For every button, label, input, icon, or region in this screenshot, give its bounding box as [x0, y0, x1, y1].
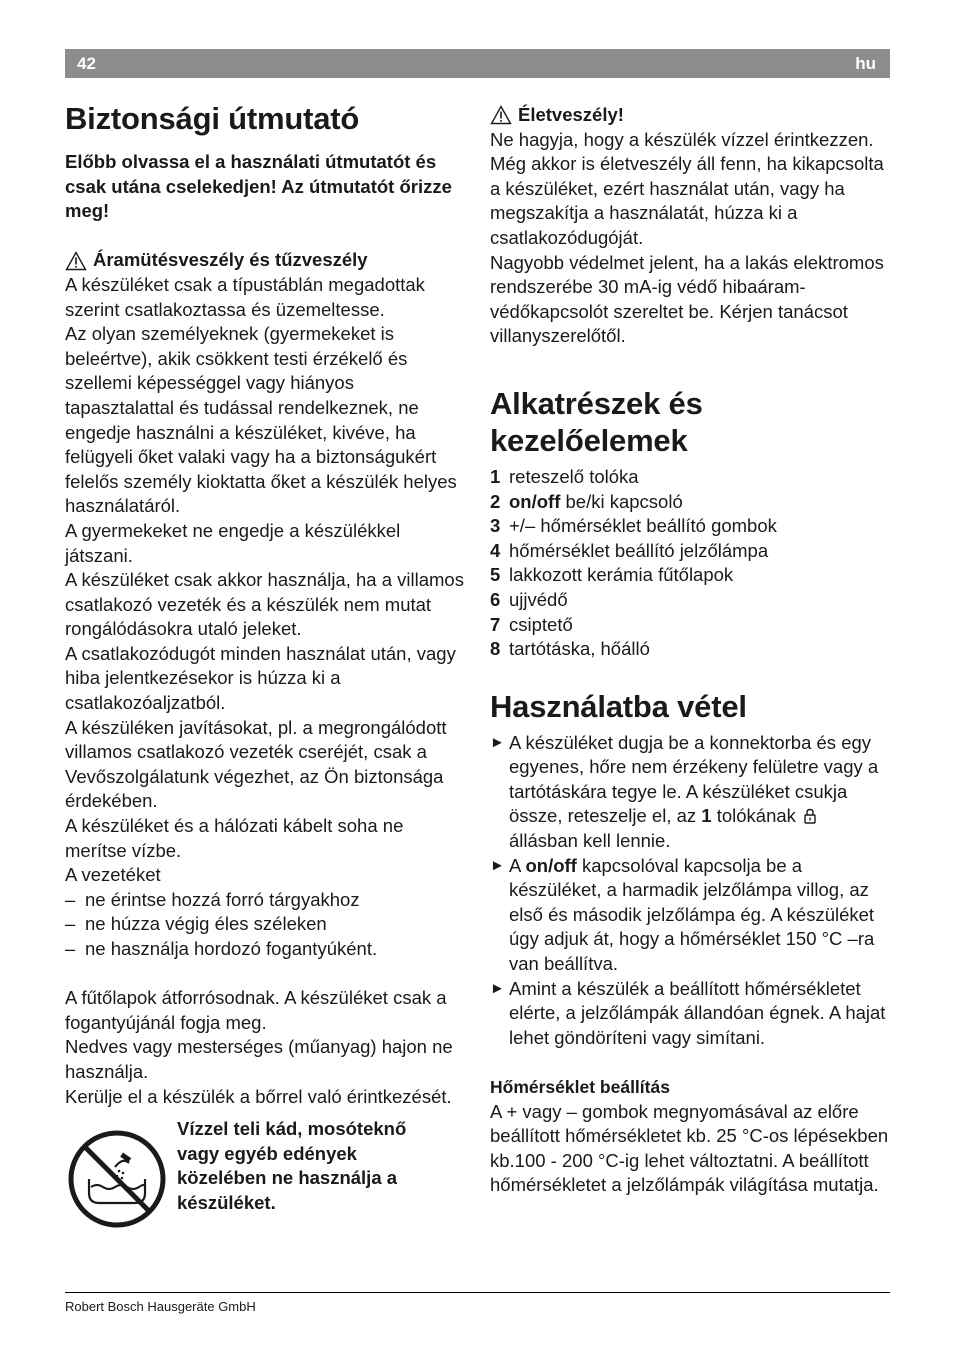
lock-icon — [804, 808, 816, 824]
parts-list-item: 6 ujjvédő — [490, 588, 568, 610]
parts-list — [490, 465, 892, 662]
safety-paragraph: A csatlakozódugót minden használat után, vagy hiba jelentkezésekor is húzza ki a csatlakozóaljzatból. — [65, 642, 456, 714]
safety-paragraph: Kerülje el a készülék a bőrrel való érintkezését. — [65, 1085, 452, 1107]
left-column — [65, 100, 465, 1229]
arrow-right-icon: ► — [490, 979, 505, 997]
safety-intro: Előbb olvassa el a használati útmutatót és csak utána cselekedjen! Az útmutatót őrizze meg! — [65, 151, 452, 222]
parts-list-item: 8 tartótáska, hőálló — [490, 638, 650, 660]
parts-list-item: 1 reteszelő tolóka — [490, 465, 639, 487]
safety-paragraph: A gyermekeket ne engedje a készülékkel játszani. — [65, 519, 401, 566]
parts-list-item: 4 hőmérséklet beállító jelzőlámpa — [490, 539, 769, 561]
danger-paragraph: Nagyobb védelmet jelent, ha a lakás elektromos rendszerébe 30 mA-ig védő hibaáram-védőkapcsolót szereltet be. Kérjen tanácsot villanyszerelőtől. — [490, 251, 884, 347]
dash-list-item: – ne húzza végig éles széleken — [65, 913, 327, 935]
usage-step: ► A on/off kapcsolóval kapcsolja be a készüléket, a harmadik jelzőlámpa villog, az első és második jelzőlámpa ég. A készüléket úgy adjuk át, hogy a hőmérséklet 150 °C –ra van beállítva. — [490, 854, 892, 977]
no-water-bath-icon — [67, 1129, 167, 1229]
warning-triangle-icon — [490, 105, 512, 125]
water-notice — [65, 1117, 465, 1229]
safety-paragraph: A készüléken javításokat, pl. a megrongálódott villamos csatlakozó vezeték cseréjét, csak a Vevőszolgálatunk végezhet, az Ön biztonsága érdekében. — [65, 716, 447, 812]
safety-paragraph: Az olyan személyeknek (gyermekeket is beleértve), akik csökkent testi érzékelő és szellemi képességgel vagy hiányos tapasztalattal és tudással rendelkeznek, ne engedje használni a készüléket, kivéve, ha felügyeli őket valaki vagy ha a biztonságukért felelős személy kioktatta őket a készülék helyes használatáról. — [65, 323, 457, 517]
parts-list-item: 3 +/– hőmérséklet beállító gombok — [490, 515, 777, 537]
parts-list-item: 7 csiptető — [490, 613, 573, 635]
footer-divider — [65, 1292, 890, 1293]
parts-title: Alkatrészek és kezelőelemek — [490, 385, 703, 458]
warning-triangle-icon — [65, 251, 87, 271]
usage-title: Használatba vétel — [490, 688, 747, 724]
arrow-right-icon: ► — [490, 856, 505, 874]
danger-paragraph: Ne hagyja, hogy a készülék vízzel érintkezzen. Még akkor is életveszély áll fenn, ha kikapcsolta a készüléket, ezért használat után, vagy ha megszakítja a használatát, húzza ki a csatlakozódugóját. — [490, 128, 884, 248]
safety-paragraph: A készüléket és a hálózati kábelt soha ne merítse vízbe. — [65, 815, 404, 861]
safety-title: Biztonsági útmutató — [65, 101, 360, 136]
temperature-heading: Hőmérséklet beállítás — [490, 1077, 670, 1097]
safety-paragraph: A vezetéket — [65, 864, 161, 886]
usage-step: ► A készüléket dugja be a konnektorba és egy egyenes, hőre nem érzékeny felületre vagy a tartótáskára tegye le. A készüléket csukja össze, reteszelje el, az 1 tolókának állásban kell lennie. — [490, 731, 892, 854]
dash-list-item: – ne érintse hozzá forró tárgyakhoz — [65, 888, 360, 910]
safety-paragraph: A készüléket csak a típustáblán megadottak szerint csatlakoztassa és üzemeltesse. — [65, 273, 425, 320]
page-header-bar — [65, 49, 890, 78]
danger-warning-heading: Életveszély! — [490, 103, 892, 128]
temperature-text: A + vagy – gombok megnyomásával az előre beállított hőmérsékletet kb. 25 °C-os lépésekben kb.100 - 200 °C-ig lehet változtatni. A beállított hőmérsékletet a jelzőlámpák világítása mutatja. — [490, 1100, 889, 1196]
safety-paragraph: Nedves vagy mesterséges (műanyag) hajon ne használja. — [65, 1036, 453, 1082]
water-notice-text: Vízzel teli kád, mosóteknő vagy egyéb edények közelében ne használja a készüléket. — [177, 1118, 407, 1213]
safety-paragraph: A készüléket csak akkor használja, ha a villamos csatlakozó vezeték és a készülék nem mutat rongálódásokra utaló jeleket. — [65, 569, 464, 640]
arrow-right-icon: ► — [490, 733, 505, 751]
language-code: hu — [855, 54, 876, 73]
usage-step: ► Amint a készülék a beállított hőmérsékletet elérte, a jelzőlámpák állandóan égnek. A hajat lehet göndöríteni vagy simítani. — [490, 977, 892, 1051]
usage-steps — [490, 731, 892, 1051]
shock-fire-warning-heading: Áramütésveszély és tűzveszély — [65, 248, 465, 273]
right-column — [490, 103, 892, 1198]
safety-paragraph: A fűtőlapok átforrósodnak. A készüléket csak a fogantyújánál fogja meg. — [65, 987, 447, 1033]
footer-company: Robert Bosch Hausgeräte GmbH — [65, 1299, 256, 1314]
parts-list-item: 5 lakkozott kerámia fűtőlapok — [490, 564, 734, 586]
page-number: 42 — [77, 54, 96, 73]
parts-list-item: 2 on/off be/ki kapcsoló — [490, 490, 683, 512]
dash-list-item: – ne használja hordozó fogantyúként. — [65, 938, 378, 959]
